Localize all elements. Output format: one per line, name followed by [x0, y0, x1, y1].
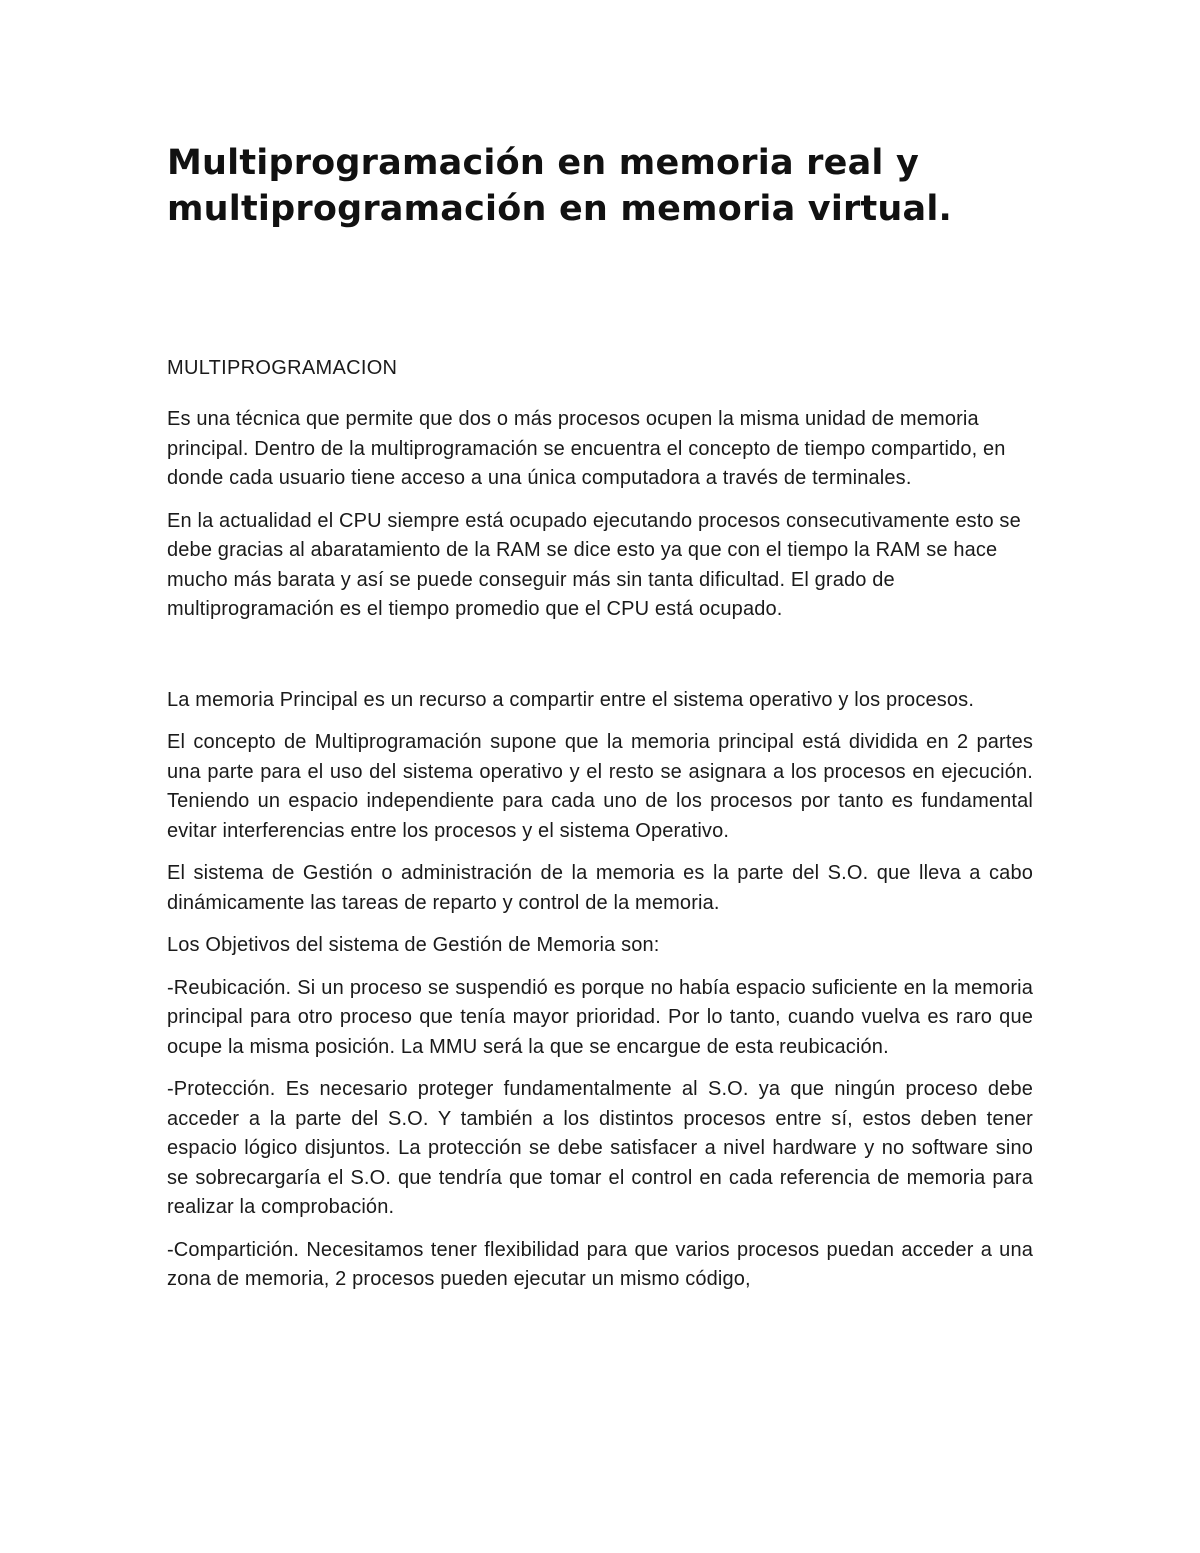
title-line-1: Multiprogramación en memoria real y [167, 143, 919, 183]
paragraph-definition: Es una técnica que permite que dos o más procesos ocupen la misma unidad de memoria principal. Dentro de la multiprogramación se encuentra el concepto de tiempo compartido, en donde cada usuario tiene acceso a una única computadora a través de terminales. [167, 408, 1006, 489]
paragraph-cpu: En la actualidad el CPU siempre está ocupado ejecutando procesos consecutivamente esto se debe gracias al abaratamiento de la RAM se dice esto ya que con el tiempo la RAM se hace mucho más barata y así se puede conseguir más sin tanta dificultad. El grado de multiprogramación es el tiempo promedio que el CPU está ocupado. [167, 509, 1021, 620]
paragraph-objectives: Los Objetivos del sistema de Gestión de Memoria son: [167, 934, 660, 956]
paragraph-sharing: -Compartición. Necesitamos tener flexibilidad para que varios procesos puedan acceder a una zona de memoria, 2 procesos pueden ejecutar un mismo código, [167, 1238, 1033, 1290]
paragraph-relocation: -Reubicación. Si un proceso se suspendió es porque no había espacio suficiente en la memoria principal para otro proceso que tenía mayor prioridad. Por lo tanto, cuando vuelva es raro que ocupe la misma posición. La MMU será la que se encargue de esta reubicación. [167, 976, 1033, 1058]
paragraph-protection: -Protección. Es necesario proteger fundamentalmente al S.O. ya que ningún proceso debe acceder a la parte del S.O. Y también a los distintos procesos entre sí, estos deben tener espacio lógico disjuntos. La protección se debe satisfacer a nivel hardware y no software sino se sobrecargaría el S.O. que tendría que tomar el control en cada referencia de memoria para realizar la comprobación. [167, 1078, 1033, 1218]
document-page [167, 140, 1033, 1295]
document-title [167, 140, 1033, 232]
title-line-2: multiprogramación en memoria virtual. [167, 189, 953, 229]
paragraph-management: El sistema de Gestión o administración de la memoria es la parte del S.O. que lleva a cabo dinámicamente las tareas de reparto y control de la memoria. [167, 862, 1033, 914]
paragraph-main-memory: La memoria Principal es un recurso a compartir entre el sistema operativo y los procesos. [167, 688, 975, 711]
section-heading: MULTIPROGRAMACION [167, 357, 398, 379]
paragraph-concept: El concepto de Multiprogramación supone que la memoria principal está dividida en 2 partes una parte para el uso del sistema operativo y el resto se asignara a los procesos en ejecución. Teniendo un espacio independiente para cada uno de los procesos por tanto es fundamental evitar interferencias entre los procesos y el sistema Operativo. [167, 731, 1033, 842]
